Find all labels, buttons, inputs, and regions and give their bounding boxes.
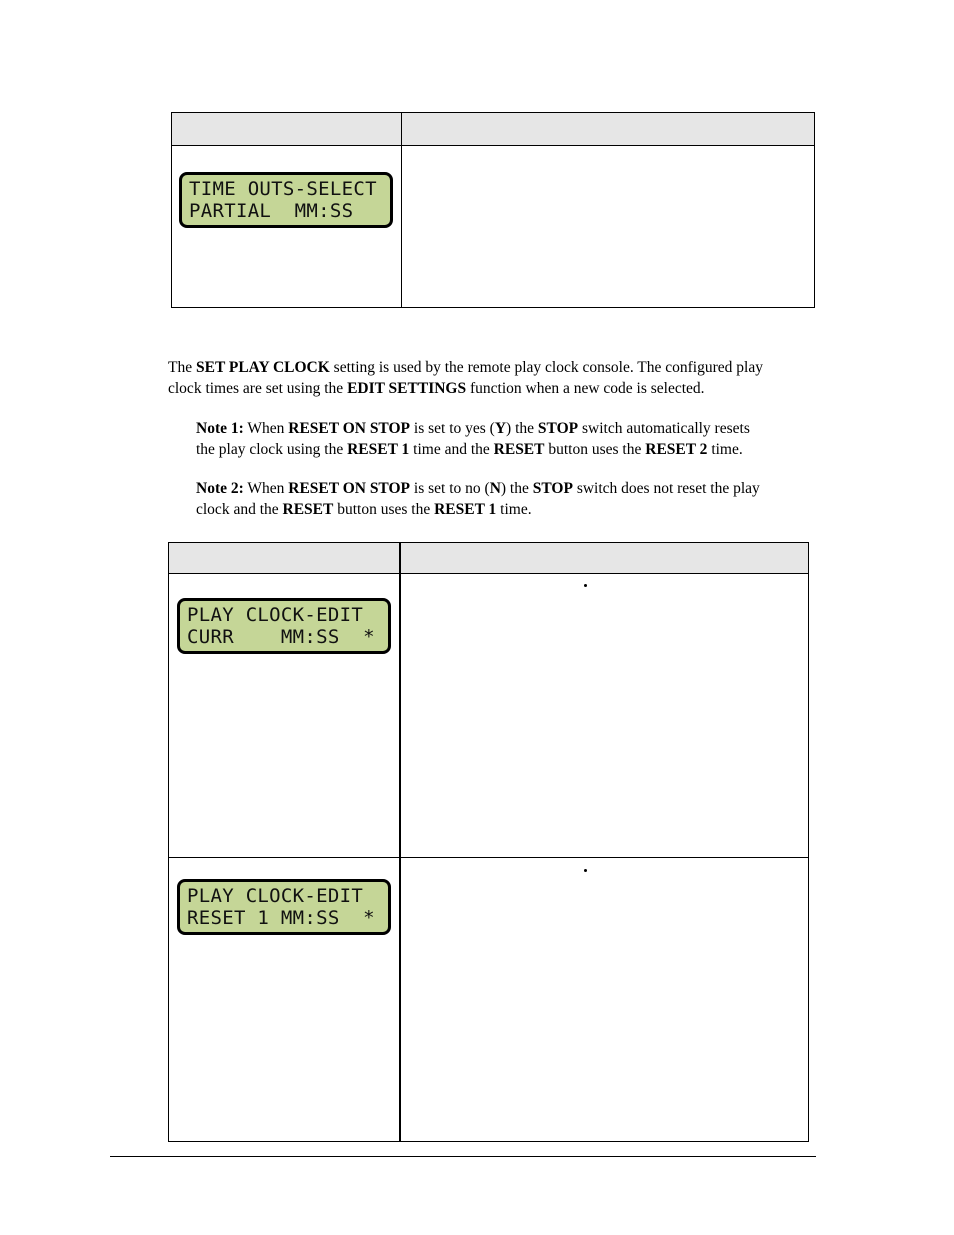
table-row [172, 146, 815, 308]
text: time. [707, 440, 743, 458]
note-1 [196, 419, 750, 460]
text: The [168, 359, 196, 376]
text: button uses the [333, 500, 435, 518]
bold-term: RESET [282, 500, 334, 518]
text: When [243, 480, 289, 497]
text: is set to no ( [410, 480, 490, 497]
table-header-row [172, 113, 815, 146]
text: is set to yes ( [410, 420, 495, 437]
lcd-line-2: CURR MM:SS * [187, 626, 375, 648]
display-cell [172, 146, 402, 308]
text: function when a new code is selected. [466, 379, 705, 397]
note-label: Note 1: [196, 420, 244, 437]
lcd-line-2: RESET 1 MM:SS * [187, 907, 375, 929]
text: time. [496, 500, 532, 518]
header-cell-description [400, 543, 809, 574]
description-cell [400, 574, 809, 858]
bold-term: RESET 1 [347, 440, 410, 458]
bold-term: RESET 2 [645, 440, 708, 458]
header-cell-display [169, 543, 400, 574]
footer-rule [110, 1156, 816, 1157]
bold-term: STOP [537, 420, 579, 437]
lcd-display [177, 598, 391, 654]
text: switch automatically resets [578, 420, 750, 437]
text: setting is used by the remote play clock console. The configured play [329, 359, 763, 376]
lcd-display [177, 879, 391, 935]
bold-term: RESET ON STOP [288, 480, 411, 497]
lcd-display [179, 172, 393, 228]
lcd-line-1: TIME OUTS-SELECT [189, 178, 377, 200]
text: clock and the [196, 500, 283, 518]
display-cell [169, 574, 400, 858]
lcd-line-2: PARTIAL MM:SS [189, 200, 354, 222]
lcd-line-1: PLAY CLOCK-EDIT [187, 604, 364, 626]
bold-term: RESET 1 [434, 500, 497, 518]
table-row [169, 574, 809, 858]
bold-term: Y [494, 420, 507, 437]
bullet-icon [584, 869, 587, 872]
note-label: Note 2: [196, 480, 244, 497]
text: switch does not reset the play [572, 480, 760, 497]
bullet-icon [584, 584, 587, 587]
bold-term: SET PLAY CLOCK [195, 359, 330, 376]
bold-term: RESET ON STOP [288, 420, 411, 437]
description-cell [402, 146, 815, 308]
header-cell-display [172, 113, 402, 146]
bold-term: N [489, 480, 501, 497]
lcd-line-1: PLAY CLOCK-EDIT [187, 885, 364, 907]
table-row [169, 858, 809, 1142]
intro-paragraph [168, 358, 763, 399]
bold-term: STOP [532, 480, 573, 497]
time-outs-table [171, 112, 815, 308]
description-cell [400, 858, 809, 1142]
table-header-row [169, 543, 809, 574]
bold-term: EDIT SETTINGS [347, 379, 467, 397]
text: When [243, 420, 289, 437]
text: the play clock using the [196, 440, 348, 458]
text: time and the [409, 440, 494, 458]
header-cell-description [402, 113, 815, 146]
text: ) the [500, 480, 533, 497]
text: ) the [506, 420, 538, 437]
display-cell [169, 858, 400, 1142]
play-clock-table [168, 542, 809, 1142]
text: button uses the [544, 440, 646, 458]
note-2 [196, 479, 760, 520]
text: clock times are set using the [168, 379, 348, 397]
bold-term: RESET [493, 440, 545, 458]
